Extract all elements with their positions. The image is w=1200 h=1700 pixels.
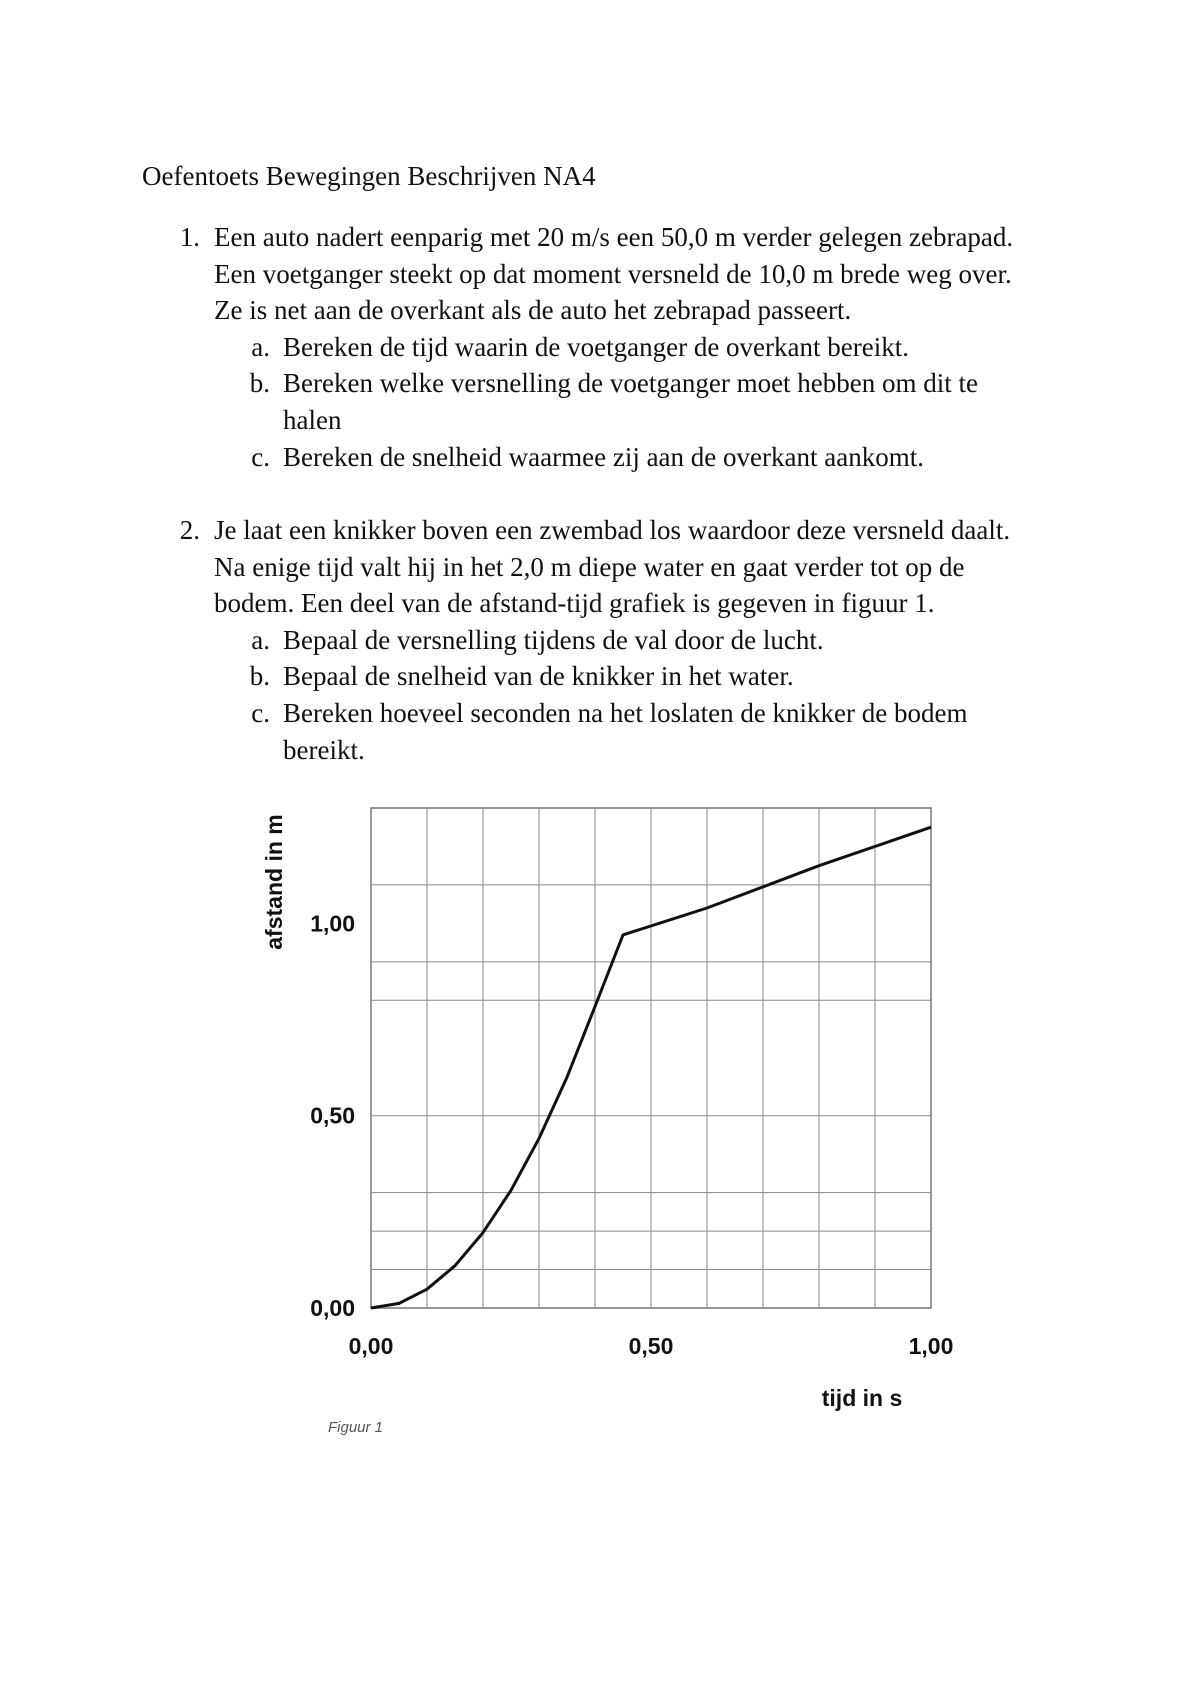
sub-question-text: Bepaal de snelheid van de knikker in het water. — [283, 661, 794, 692]
y-axis-label: afstand in m — [261, 814, 287, 950]
sub-question-text: Bereken de tijd waarin de voetganger de overkant bereikt. — [283, 331, 909, 362]
x-tick-label: 0,50 — [628, 1333, 674, 1359]
question-text: Je laat een knikker boven een zwembad los waardoor deze versneld daalt. Na enige tijd valt hij in het 2,0 m diepe water en gaat verder tot op de bodem. Een deel van de afstand-tijd grafiek is gegeven in figuur 1. — [214, 515, 1011, 619]
y-tick-label: 0,00 — [310, 1295, 355, 1321]
sub-question-text: Bereken de snelheid waarmee zij aan de overkant aankomt. — [283, 441, 924, 472]
sub-question-text: Bepaal de versnelling tijdens de val door de lucht. — [283, 624, 824, 655]
x-tick-label: 1,00 — [908, 1333, 954, 1359]
y-tick-label: 1,00 — [310, 910, 355, 937]
question-number: 2. — [179, 515, 200, 545]
question-number: 1. — [179, 222, 200, 252]
sub-question-label: c. — [251, 441, 270, 472]
sub-question-text: Bereken hoeveel seconden na het loslaten de knikker de bodem bereikt. — [283, 697, 968, 765]
sub-question-label: a. — [251, 331, 270, 362]
question-text: Een auto nadert eenparig met 20 m/s een 50,0 m verder gelegen zebrapad. Een voetganger steekt op dat moment versneld de 10,0 m brede weg over. Ze is net aan de overkant als de auto het zebrapad passeert. — [214, 222, 1014, 326]
sub-question-label: c. — [251, 697, 270, 728]
x-axis-label: tijd in s — [821, 1385, 903, 1411]
sub-question-text: Bereken welke versnelling de voetganger moet hebben om dit te halen — [283, 368, 979, 435]
figure-caption: Figuur 1 — [328, 1419, 384, 1436]
y-tick-label: 0,50 — [310, 1102, 355, 1129]
x-tick-label: 0,00 — [348, 1333, 394, 1359]
sub-question-label: a. — [251, 624, 270, 655]
sub-question-label: b. — [249, 368, 270, 399]
document-title: Oefentoets Bewegingen Beschrijven NA4 — [142, 161, 596, 191]
sub-question-label: b. — [249, 661, 270, 692]
